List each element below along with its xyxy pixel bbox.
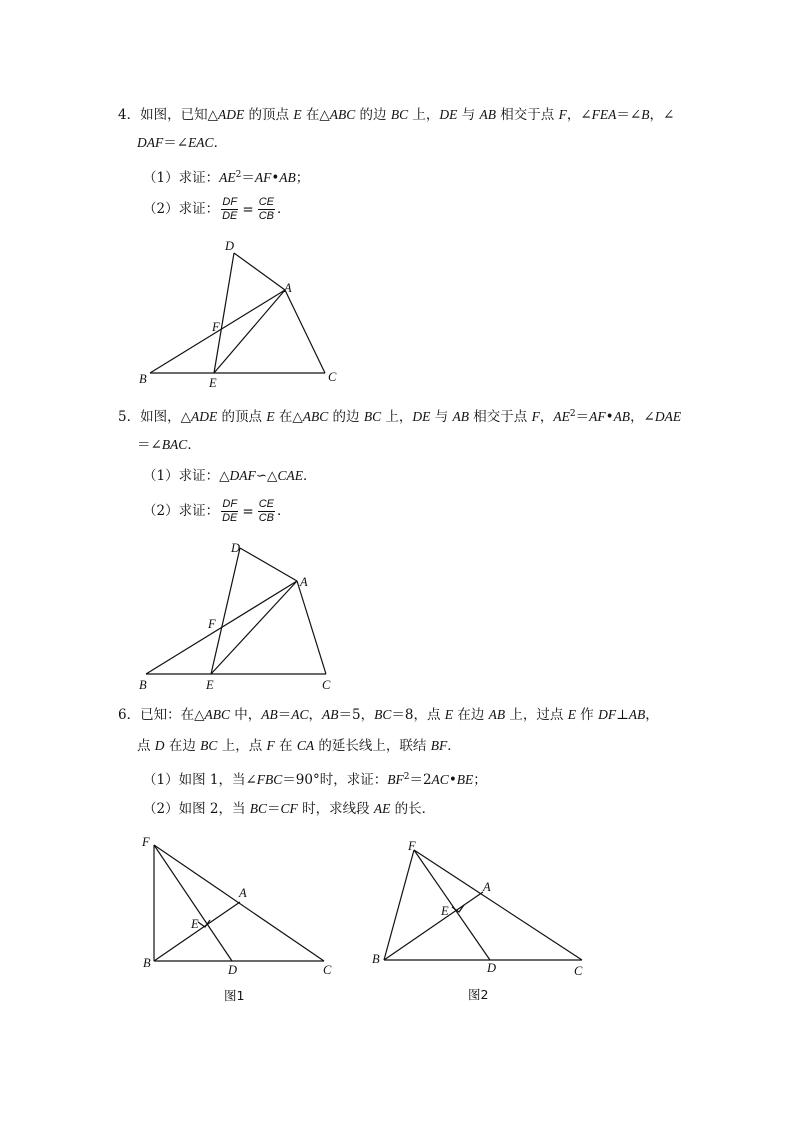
fraction-numerator: CE bbox=[258, 498, 274, 510]
p4-var: E bbox=[293, 107, 302, 122]
p4-text: 的边 bbox=[355, 107, 391, 123]
p5-var: AB bbox=[452, 409, 470, 424]
p6-text: ； bbox=[473, 772, 487, 788]
p4-text: 如图，已知△ bbox=[140, 107, 218, 123]
p6-var: BC bbox=[249, 801, 268, 816]
p5-var: AB bbox=[613, 409, 631, 424]
label-C: C bbox=[323, 963, 332, 977]
p5-text: 相交于点 bbox=[469, 409, 532, 425]
p4-var: B bbox=[641, 107, 650, 122]
p5-text: 与 bbox=[430, 409, 453, 425]
fraction-denominator: DE bbox=[222, 512, 238, 524]
p6-var: DF bbox=[598, 707, 617, 722]
p6-text: ， bbox=[645, 707, 659, 723]
p5-text: ． bbox=[276, 503, 291, 519]
p6-var: BC bbox=[200, 738, 218, 753]
p5-var: F bbox=[531, 409, 540, 424]
p5-var: AE bbox=[553, 409, 570, 424]
p6-text: ＝ bbox=[267, 801, 281, 817]
p4-sup: 2 bbox=[235, 170, 242, 180]
p5-text: ． bbox=[302, 468, 317, 484]
p6-text: 在 bbox=[274, 738, 297, 754]
p6-text: 点 bbox=[137, 738, 155, 754]
p6-text: 上，过点 bbox=[505, 707, 568, 723]
label-C: C bbox=[574, 964, 583, 978]
p5-text: ＝∠ bbox=[137, 437, 162, 453]
label-C: C bbox=[328, 370, 337, 384]
p5-text: ∽△ bbox=[255, 468, 278, 484]
p4-text: 与 bbox=[457, 107, 480, 123]
p6-text: ， bbox=[308, 707, 323, 723]
p5-var: DAF bbox=[229, 468, 256, 483]
p6-var: BF bbox=[430, 738, 448, 753]
p4-var: AB bbox=[479, 107, 497, 122]
p4-text: ＝∠ bbox=[163, 135, 189, 151]
label-A: A bbox=[239, 886, 247, 900]
label-C: C bbox=[322, 678, 331, 692]
p4-var: EAC bbox=[188, 135, 214, 150]
p4-text: ，∠ bbox=[649, 107, 675, 123]
label-D: D bbox=[487, 961, 497, 975]
p5-sup: 2 bbox=[569, 409, 576, 419]
p6-text: • bbox=[448, 772, 457, 788]
p5-var: DAE bbox=[654, 409, 682, 424]
p5-var: BAC bbox=[161, 437, 188, 452]
p5-var: AF bbox=[589, 409, 606, 424]
fraction-denominator: DE bbox=[222, 210, 238, 222]
label-F: F bbox=[208, 617, 216, 631]
p5-var: E bbox=[266, 409, 275, 424]
p6-var: AB bbox=[261, 707, 278, 722]
p6-var: AE bbox=[373, 801, 391, 816]
p6-q1-prefix: （1）如图 1，当∠ bbox=[143, 772, 257, 788]
p4-var: AB bbox=[279, 170, 296, 185]
p6-text: 时，求线段 bbox=[297, 801, 374, 817]
label-B: B bbox=[139, 678, 147, 692]
p6-text: 的延长线上，联结 bbox=[314, 738, 431, 754]
p5-text: ， bbox=[539, 409, 554, 425]
p4-q2-prefix: （2）求证： bbox=[143, 201, 220, 217]
p4-text: ． bbox=[213, 135, 228, 151]
label-B: B bbox=[139, 372, 147, 386]
p5-text: 的顶点 bbox=[217, 409, 267, 425]
p6-text: 中， bbox=[229, 707, 262, 723]
p4-text: 的顶点 bbox=[244, 107, 294, 123]
p4-text: 相交于点 bbox=[496, 107, 559, 123]
label-D: D bbox=[228, 963, 238, 977]
label-B: B bbox=[143, 956, 151, 970]
p6-text: 上，点 bbox=[217, 738, 267, 754]
p4-var: ADE bbox=[217, 107, 245, 122]
label-F: F bbox=[142, 835, 150, 849]
p6-text: ＝2 bbox=[409, 772, 432, 788]
p6-var: BE bbox=[456, 772, 474, 787]
p6-var: CF bbox=[280, 801, 298, 816]
p4-text: ，∠ bbox=[566, 107, 592, 123]
p5-var: ABC bbox=[302, 409, 329, 424]
p5-text: 如图，△ bbox=[140, 409, 191, 425]
p6-text: 的长． bbox=[390, 801, 436, 817]
label-F: F bbox=[408, 839, 416, 853]
segment-BA bbox=[384, 892, 483, 960]
p6-var: E bbox=[567, 707, 576, 722]
p4-text: • bbox=[271, 170, 280, 186]
label-A: A bbox=[483, 880, 491, 894]
p5-text: ． bbox=[187, 437, 201, 453]
fraction-numerator: DF bbox=[222, 196, 238, 208]
label-A: A bbox=[300, 575, 308, 589]
p4-var: FEA bbox=[591, 107, 617, 122]
p6-text: ＝ bbox=[277, 707, 292, 723]
p6-var: AB bbox=[322, 707, 339, 722]
p5-text: 上， bbox=[381, 409, 413, 425]
label-A: A bbox=[284, 281, 292, 295]
p6-figure-2-lines bbox=[384, 850, 582, 960]
label-D: D bbox=[225, 239, 235, 253]
p5-q2-prefix: （2）求证： bbox=[143, 503, 220, 519]
p6-var: FBC bbox=[256, 772, 283, 787]
figure-1-caption: 图1 bbox=[224, 988, 245, 1003]
p6-var: F bbox=[266, 738, 275, 753]
p6-text: ＝90°时，求证： bbox=[282, 772, 388, 788]
p4-var: AF bbox=[254, 170, 272, 185]
p4-var: F bbox=[558, 107, 567, 122]
p4-var: ABC bbox=[329, 107, 356, 122]
figure-2-caption: 图2 bbox=[468, 987, 489, 1002]
p5-var: CAE bbox=[277, 468, 303, 483]
p6-var: AC bbox=[431, 772, 449, 787]
label-F: F bbox=[212, 320, 220, 334]
p4-text: ； bbox=[295, 170, 310, 186]
p6-text: ⊥ bbox=[616, 707, 629, 723]
p4-q1-prefix: （1）求证： bbox=[143, 170, 220, 186]
p6-var: AB bbox=[628, 707, 646, 722]
p6-text: 作 bbox=[575, 707, 599, 723]
p6-var: BF bbox=[387, 772, 404, 787]
label-E: E bbox=[206, 678, 214, 692]
fraction-numerator: CE bbox=[258, 196, 274, 208]
p5-q1-prefix: （1）求证：△ bbox=[143, 468, 230, 484]
p5-text: 的边 bbox=[328, 409, 364, 425]
p6-q2-prefix: （2）如图 2，当 bbox=[143, 801, 250, 817]
p4-var: AE bbox=[219, 170, 236, 185]
p4-var: DE bbox=[439, 107, 458, 122]
segment-FC bbox=[414, 850, 582, 960]
fraction-numerator: DF bbox=[222, 498, 238, 510]
p6-text: ＝5， bbox=[338, 707, 375, 723]
p6-text: 在边 bbox=[164, 738, 201, 754]
p6-var: D bbox=[154, 738, 165, 753]
p4-number: 4． bbox=[118, 107, 141, 123]
label-D: D bbox=[231, 541, 241, 555]
p4-text: 上， bbox=[408, 107, 440, 123]
segment-FD bbox=[414, 850, 490, 960]
p6-var: AB bbox=[488, 707, 506, 722]
p5-var: BC bbox=[363, 409, 382, 424]
fraction-denominator: CB bbox=[258, 210, 274, 222]
p5-text: ，∠ bbox=[630, 409, 655, 425]
label-E: E bbox=[191, 917, 199, 931]
label-E: E bbox=[209, 376, 217, 390]
equals-sign: = bbox=[242, 201, 254, 218]
p6-text: 已知：在△ bbox=[140, 707, 205, 723]
p6-var: CA bbox=[296, 738, 315, 753]
p4-text: ． bbox=[276, 201, 291, 217]
p6-text: 在边 bbox=[453, 707, 489, 723]
p4-text: ＝ bbox=[241, 170, 255, 186]
p4-text: 在△ bbox=[301, 107, 330, 123]
label-E: E bbox=[441, 904, 449, 918]
p6-sup: 2 bbox=[403, 772, 410, 782]
p4-var: DAF bbox=[137, 135, 164, 150]
p5-text: 在△ bbox=[274, 409, 303, 425]
fraction-denominator: CB bbox=[258, 512, 274, 524]
p6-text: ＝8，点 bbox=[391, 707, 445, 723]
segment-FB bbox=[384, 850, 414, 960]
p6-var: BC bbox=[374, 707, 392, 722]
p6-var: ABC bbox=[204, 707, 230, 722]
p6-var: AC bbox=[291, 707, 309, 722]
p6-text: ． bbox=[447, 738, 461, 754]
p6-number: 6． bbox=[118, 707, 141, 723]
p4-var: BC bbox=[390, 107, 409, 122]
p6-var: E bbox=[444, 707, 454, 722]
equals-sign: = bbox=[242, 503, 254, 520]
p4-text: ＝∠ bbox=[616, 107, 642, 123]
p5-text: • bbox=[605, 409, 614, 425]
p5-number: 5． bbox=[118, 409, 141, 425]
p5-var: DE bbox=[412, 409, 431, 424]
p5-text: ＝ bbox=[575, 409, 590, 425]
label-B: B bbox=[372, 952, 380, 966]
p5-var: ADE bbox=[190, 409, 218, 424]
